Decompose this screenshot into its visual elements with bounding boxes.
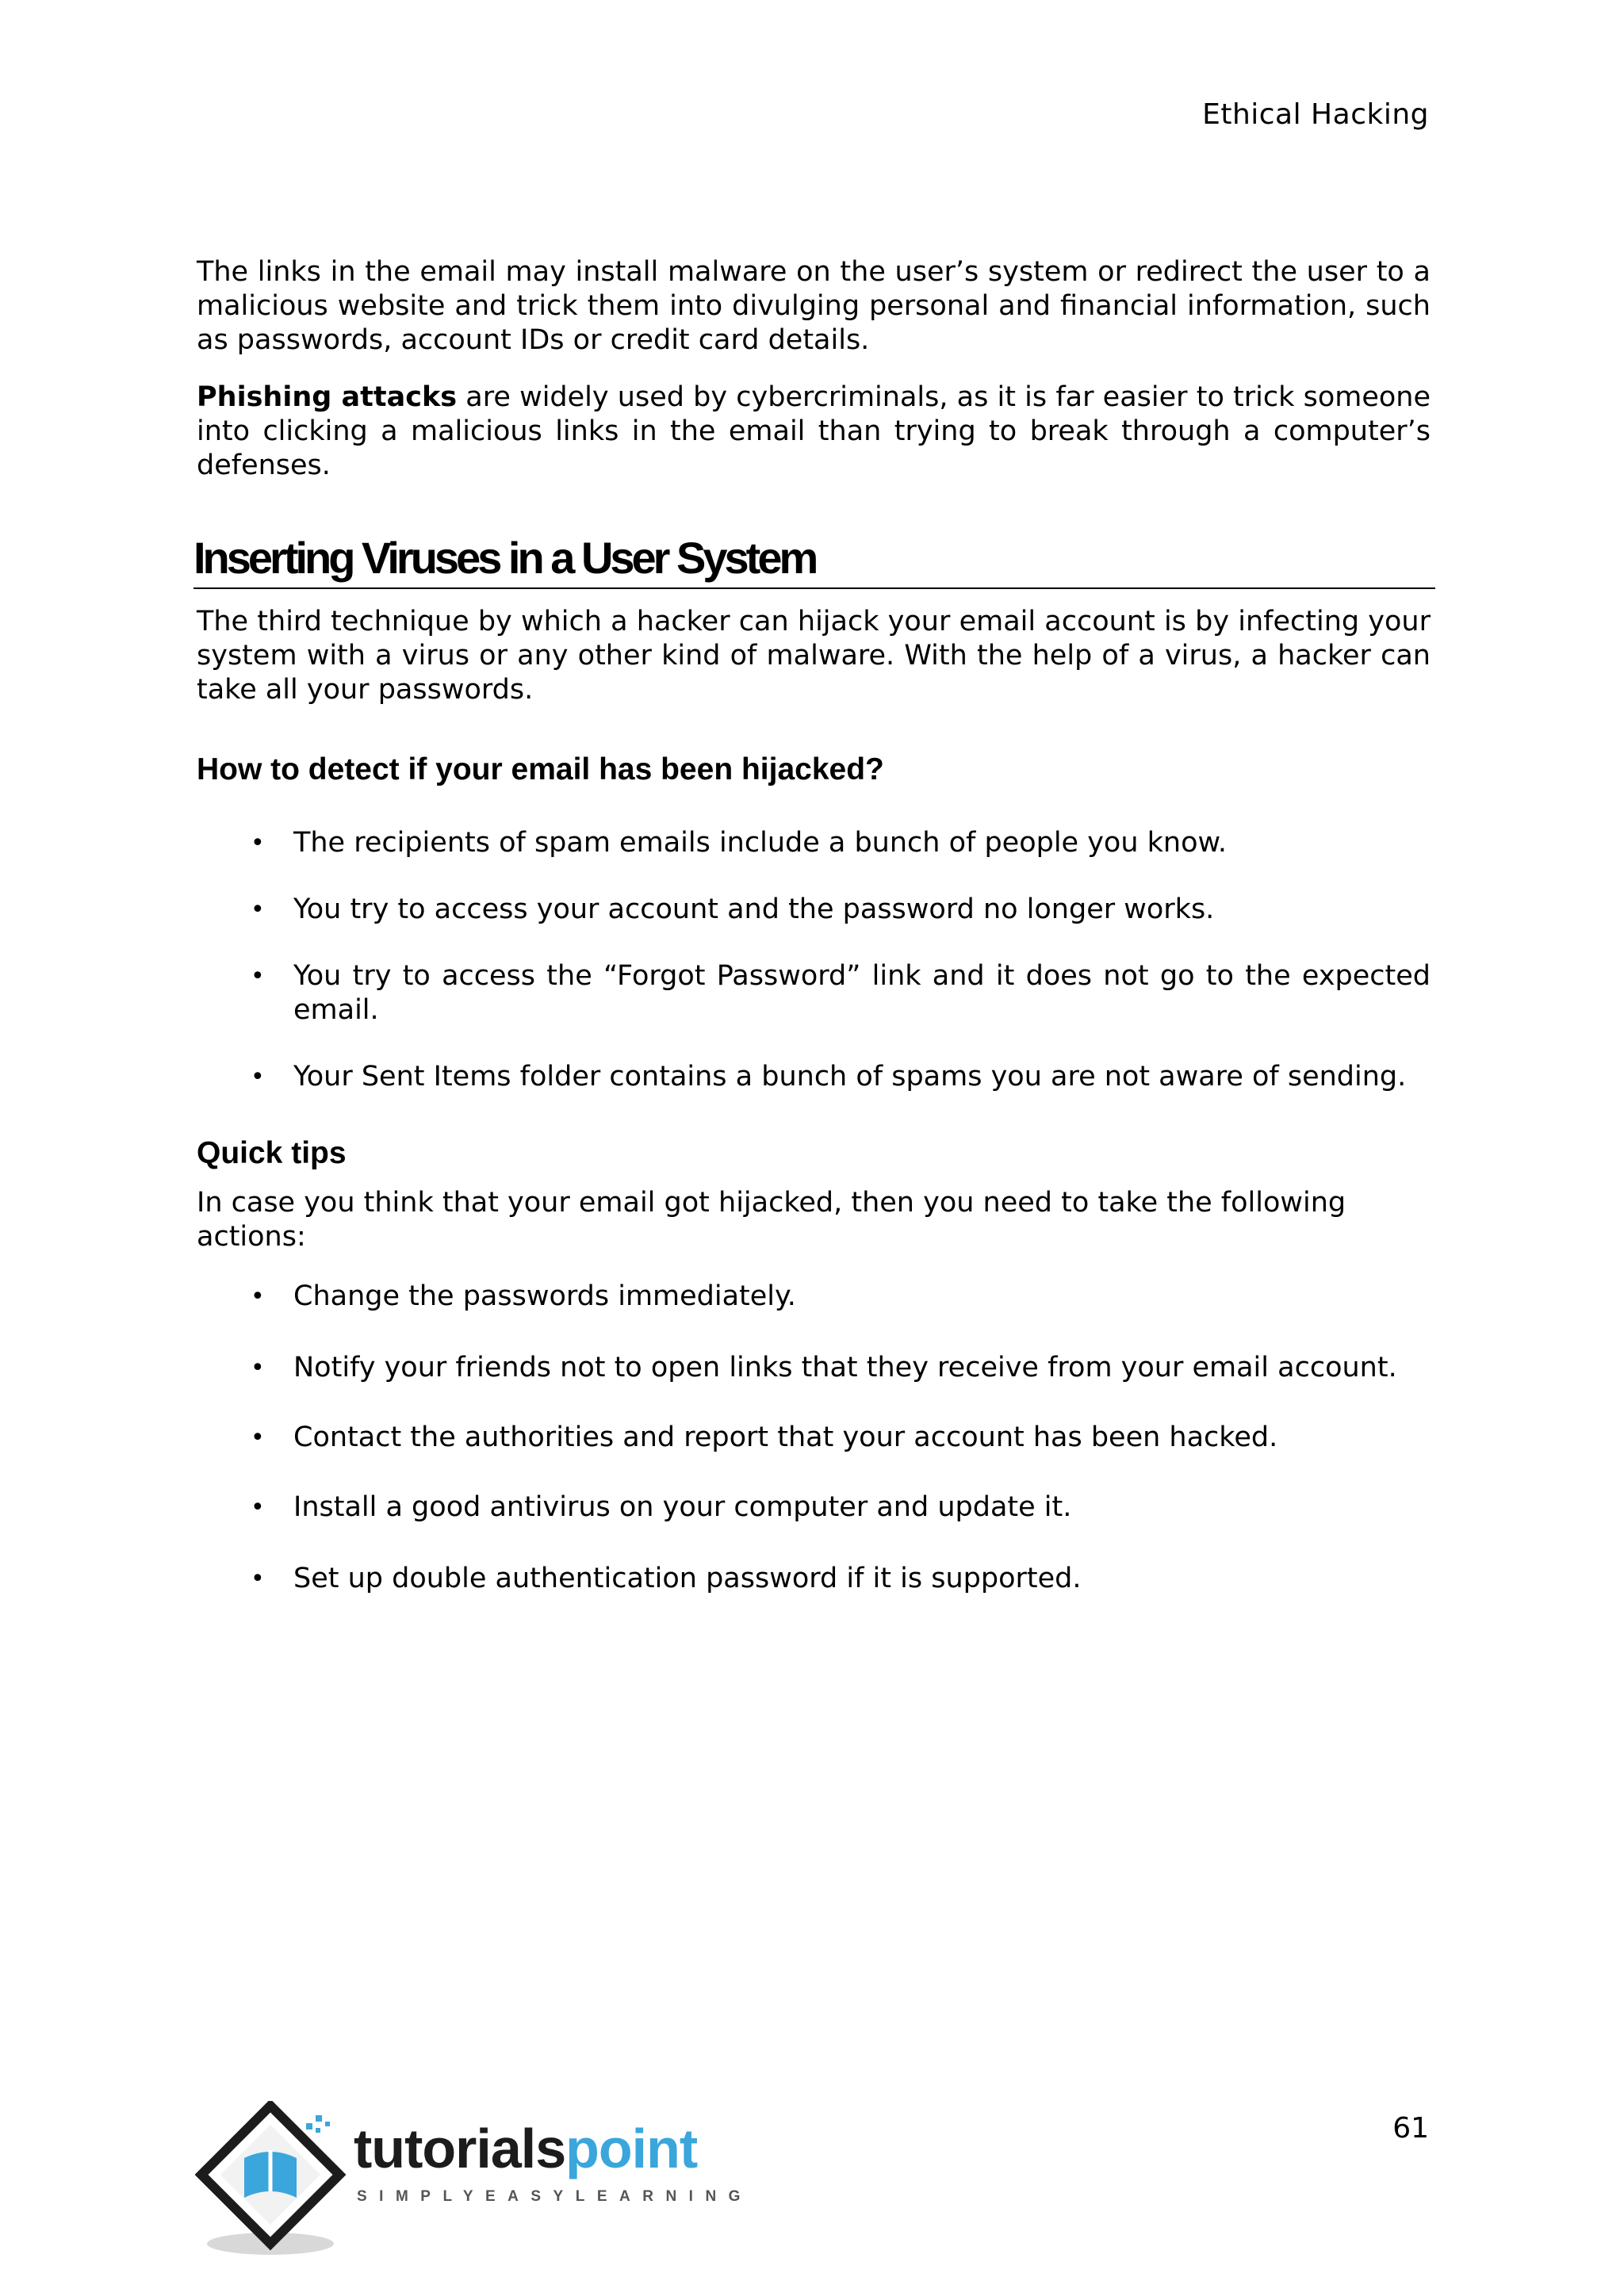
logo-tagline: SIMPLYEASYLEARNING	[357, 2188, 753, 2205]
list-item: • You try to access your account and the password no longer works.	[251, 894, 1215, 925]
intro-paragraph-2-rest: are widely used by cybercriminals, as it is far easier to trick someone into clicking a malicious links in the email than trying to break through a computer’s defenses.	[197, 381, 1431, 481]
list-item: • Set up double authentication password if it is supported.	[251, 1563, 1082, 1594]
list-item: • Change the passwords immediately.	[251, 1280, 796, 1312]
list-item: • The recipients of spam emails include a bunch of people you know.	[251, 827, 1228, 859]
quick-tips-list	[197, 1280, 1431, 1596]
detect-heading: How to detect if your email has been hijacked?	[197, 752, 884, 786]
bullet-icon: •	[251, 1494, 265, 1521]
list-item: • You try to access the “Forgot Password” link and it does not go to the expected email.	[251, 960, 1431, 1026]
phishing-attacks-bold: Phishing attacks	[197, 381, 458, 413]
bullet-icon: •	[251, 962, 265, 990]
detect-list	[197, 826, 1431, 1094]
tutorialspoint-logo	[195, 2101, 753, 2260]
list-item: • Contact the authorities and report that your account has been hacked.	[251, 1422, 1278, 1453]
quick-tips-intro: In case you think that your email got hijacked, then you need to take the following actions:	[197, 1187, 1346, 1253]
logo-wordmark: tutorialspoint	[354, 2118, 698, 2179]
list-item: • Notify your friends not to open links that they receive from your email account.	[251, 1352, 1397, 1383]
bullet-icon: •	[251, 1565, 265, 1593]
list-item: • Install a good antivirus on your computer and update it.	[251, 1491, 1072, 1523]
bullet-icon: •	[251, 896, 265, 924]
page-content	[193, 255, 1431, 1596]
bullet-icon: •	[251, 829, 265, 857]
section-heading: Inserting Viruses in a User System	[193, 534, 1435, 589]
bullet-icon: •	[251, 1063, 265, 1091]
list-item: • Your Sent Items folder contains a bunch of spams you are not aware of sending.	[251, 1061, 1407, 1093]
bullet-icon: •	[251, 1354, 265, 1382]
intro-paragraph-1: The links in the email may install malware on the user’s system or redirect the user to a malicious website and trick them into divulging personal and financial information, such as passwords, account IDs or credit card details.	[197, 256, 1431, 356]
quick-tips-heading: Quick tips	[197, 1136, 347, 1170]
bullet-icon: •	[251, 1424, 265, 1452]
bullet-icon: •	[251, 1283, 265, 1311]
running-header: Ethical Hacking	[1202, 98, 1429, 131]
section-body: The third technique by which a hacker can hijack your email account is by infecting your system with a virus or any other kind of malware. With the help of a virus, a hacker can take all your passwords.	[197, 606, 1431, 706]
intro-paragraph-2	[197, 381, 1431, 483]
page-number: 61	[1392, 2112, 1429, 2145]
logo-diamond-icon	[195, 2101, 354, 2260]
